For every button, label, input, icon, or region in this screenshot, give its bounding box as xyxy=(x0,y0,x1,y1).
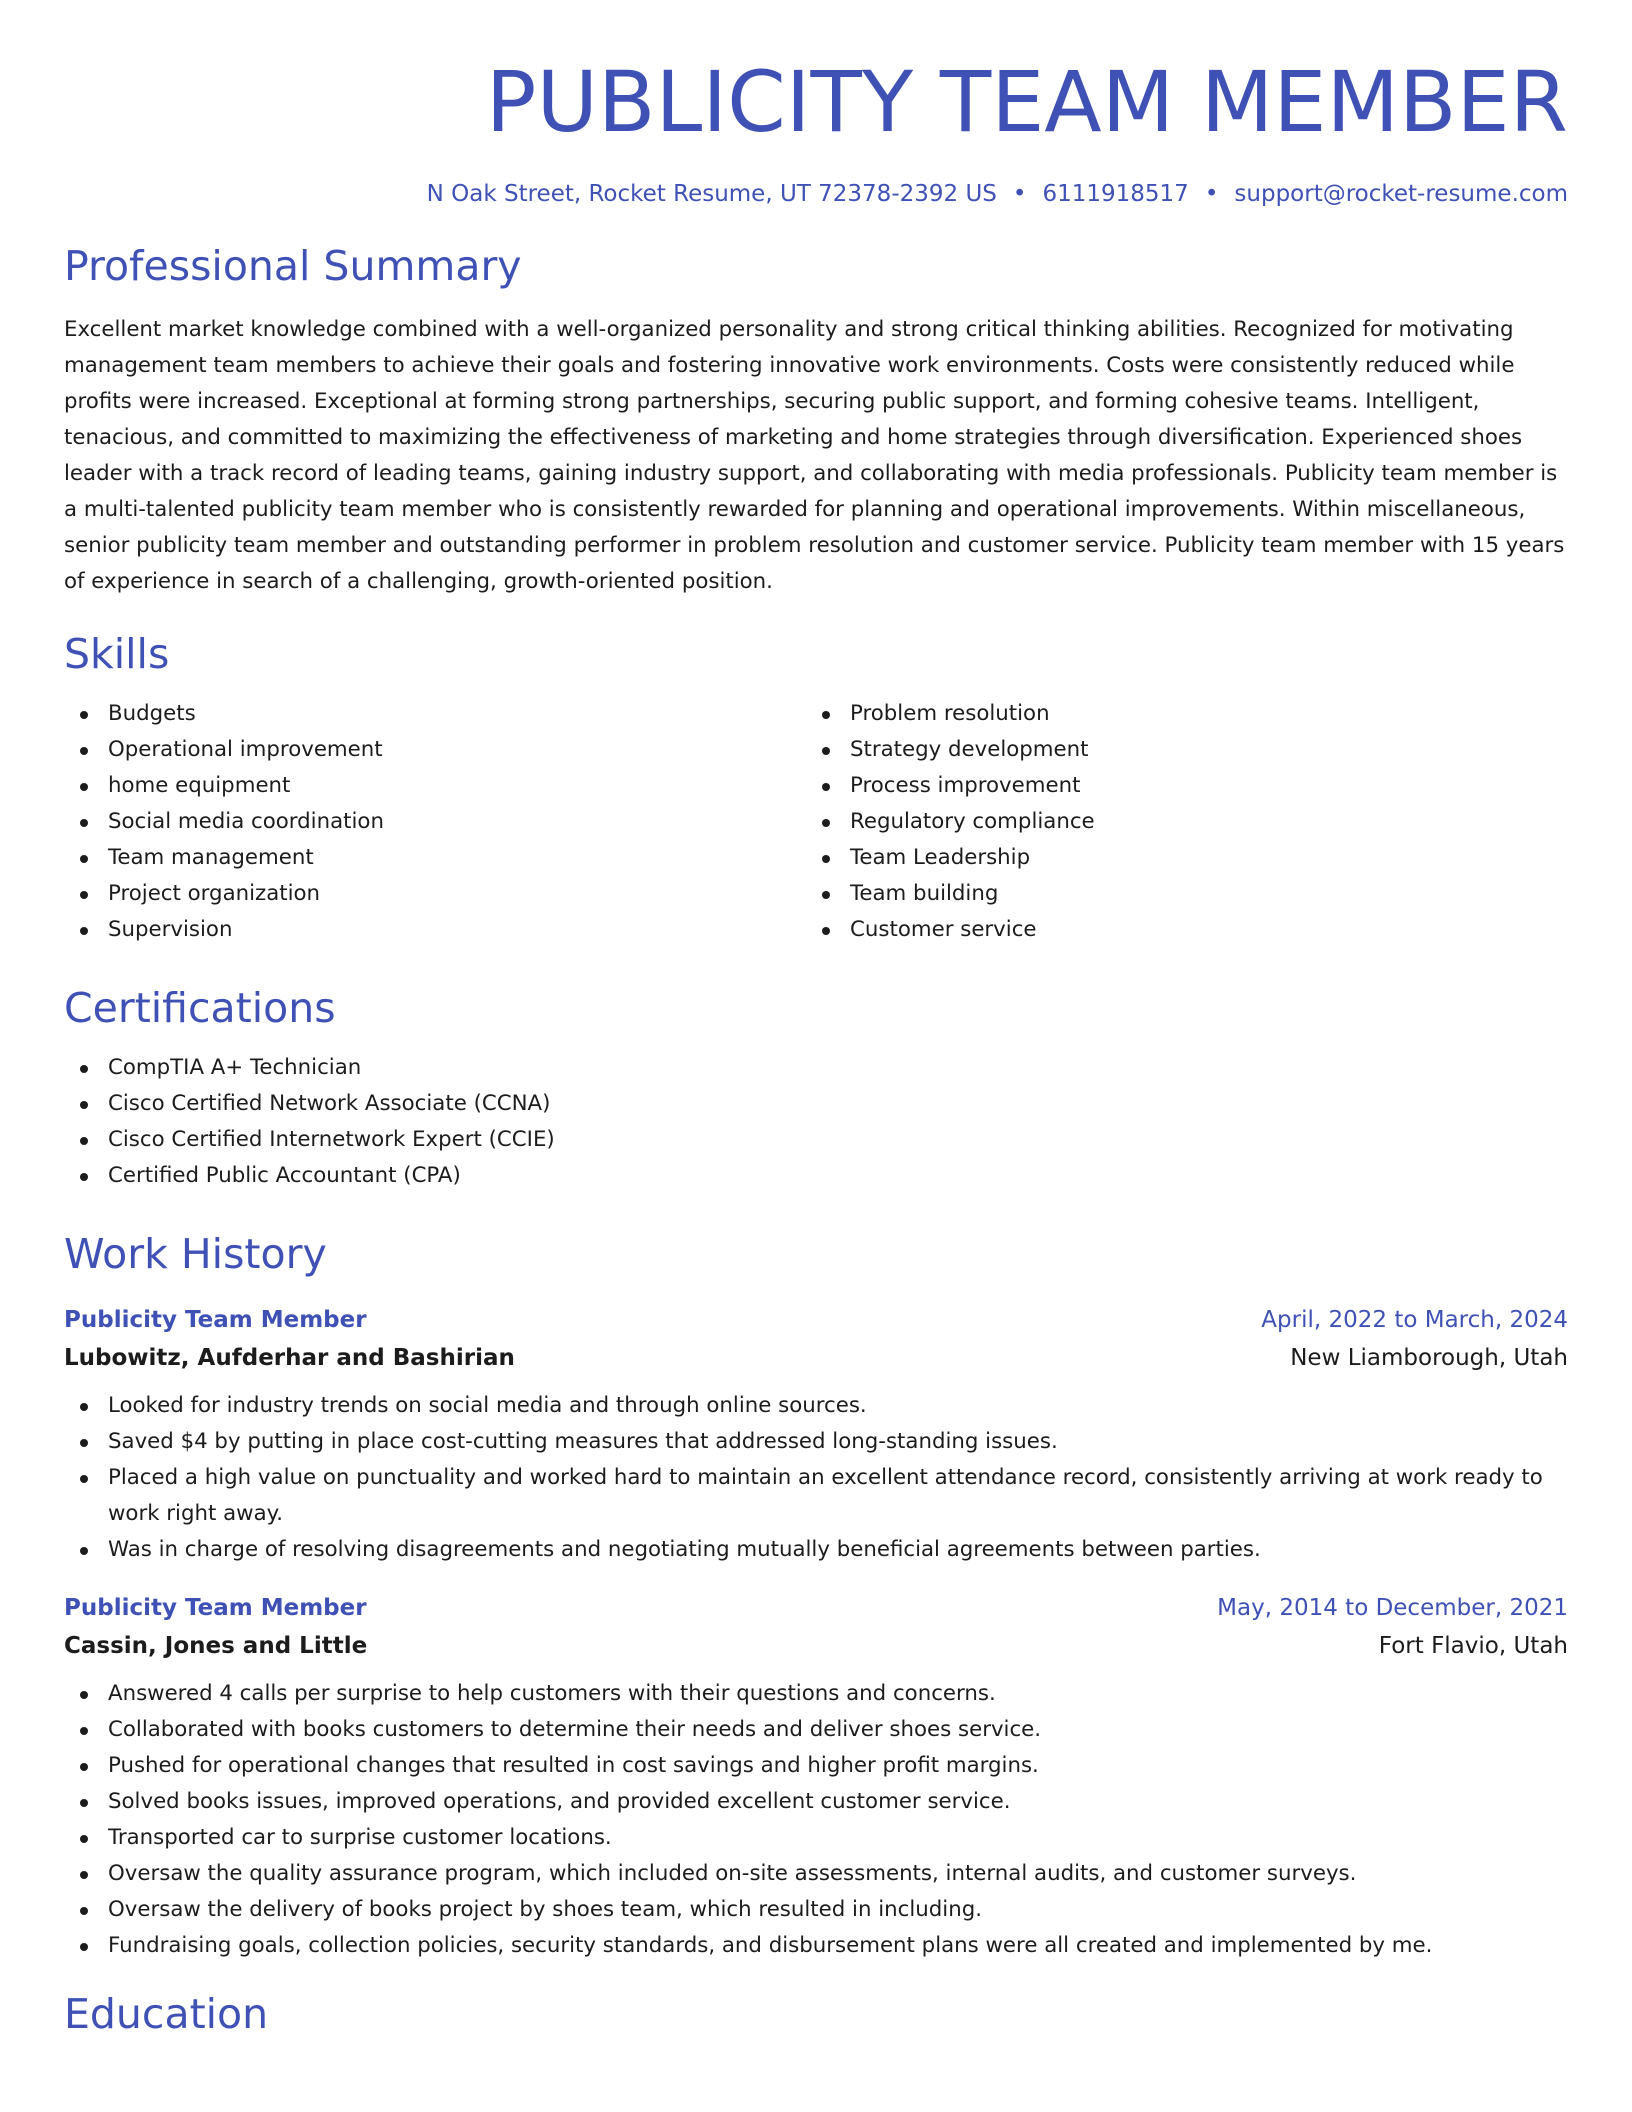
skill-item: Team management xyxy=(64,840,806,876)
job-entry xyxy=(64,1590,1568,1964)
job-bullet: Oversaw the quality assurance program, which included on-site assessments, internal audits, and customer surveys. xyxy=(64,1856,1568,1892)
job-dates: April, 2022 to March, 2024 xyxy=(1261,1307,1568,1333)
work-history-section xyxy=(64,1228,1568,1964)
job-title-row xyxy=(64,1302,1568,1338)
certifications-section xyxy=(64,982,1568,1194)
skill-item: Team building xyxy=(806,876,1548,912)
job-location: New Liamborough, Utah xyxy=(1290,1345,1568,1371)
job-bullets xyxy=(64,1676,1568,1964)
skill-item: Customer service xyxy=(806,912,1548,948)
job-bullet: Answered 4 calls per surprise to help customers with their questions and concerns. xyxy=(64,1676,1568,1712)
work-history-heading: Work History xyxy=(64,1230,327,1278)
skill-item: home equipment xyxy=(64,768,806,804)
candidate-title: PUBLICITY TEAM MEMBER xyxy=(485,53,1568,151)
skill-item: Problem resolution xyxy=(806,696,1548,732)
certification-item: Cisco Certified Network Associate (CCNA) xyxy=(64,1086,1568,1122)
certification-item: Cisco Certified Internetwork Expert (CCIE) xyxy=(64,1122,1568,1158)
job-company-row xyxy=(64,1338,1568,1378)
education-section xyxy=(64,1988,1568,2040)
skill-item: Budgets xyxy=(64,696,806,732)
job-bullet: Solved books issues, improved operations, and provided excellent customer service. xyxy=(64,1784,1568,1820)
job-company: Cassin, Jones and Little xyxy=(64,1633,368,1659)
job-bullet: Transported car to surprise customer locations. xyxy=(64,1820,1568,1856)
job-title: Publicity Team Member xyxy=(64,1307,367,1333)
summary-text: Excellent market knowledge combined with a well-organized personality and strong critical thinking abilities. Recognized for motivating management team members to achieve their goals and fostering innovative work environments. Costs were consistently reduced while profits were increased. Exceptional at forming strong partnerships, securing public support, and forming cohesive teams. Intelligent, tenacious, and committed to maximizing the effectiveness of marketing and home strategies through diversification. Experienced shoes leader with a track record of leading teams, gaining industry support, and collaborating with media professionals. Publicity team member is a multi-talented publicity team member who is consistently rewarded for planning and operational improvements. Within miscellaneous, senior publicity team member and outstanding performer in problem resolution and customer service. Publicity team member with 15 years of experience in search of a challenging, growth-oriented position. xyxy=(64,317,1565,594)
certifications-heading: Certifications xyxy=(64,984,336,1032)
skills-list-right xyxy=(806,696,1548,948)
job-location: Fort Flavio, Utah xyxy=(1378,1633,1568,1659)
job-bullet: Collaborated with books customers to determine their needs and deliver shoes service. xyxy=(64,1712,1568,1748)
job-company: Lubowitz, Aufderhar and Bashirian xyxy=(64,1345,515,1371)
contact-separator: • xyxy=(1204,181,1219,207)
skill-item: Team Leadership xyxy=(806,840,1548,876)
job-company-row xyxy=(64,1626,1568,1666)
skills-section xyxy=(64,628,1568,948)
job-entry xyxy=(64,1302,1568,1568)
job-bullet: Oversaw the delivery of books project by shoes team, which resulted in including. xyxy=(64,1892,1568,1928)
skill-item: Social media coordination xyxy=(64,804,806,840)
skill-item: Operational improvement xyxy=(64,732,806,768)
job-bullet: Looked for industry trends on social media and through online sources. xyxy=(64,1388,1568,1424)
certification-item: Certified Public Accountant (CPA) xyxy=(64,1158,1568,1194)
skills-columns xyxy=(64,696,1568,948)
contact-line xyxy=(64,178,1568,210)
contact-address: N Oak Street, Rocket Resume, UT 72378-2392 US xyxy=(426,181,997,207)
skills-heading: Skills xyxy=(64,630,170,678)
contact-email: support@rocket-resume.com xyxy=(1234,181,1568,207)
skills-list-left xyxy=(64,696,806,948)
resume-header xyxy=(64,0,1568,210)
summary-heading: Professional Summary xyxy=(64,242,522,290)
contact-phone: 6111918517 xyxy=(1042,181,1189,207)
skill-item: Strategy development xyxy=(806,732,1548,768)
job-bullet: Placed a high value on punctuality and worked hard to maintain an excellent attendance record, consistently arriving at work ready to work right away. xyxy=(64,1460,1568,1532)
job-bullet: Pushed for operational changes that resulted in cost savings and higher profit margins. xyxy=(64,1748,1568,1784)
job-dates: May, 2014 to December, 2021 xyxy=(1217,1595,1568,1621)
job-bullets xyxy=(64,1388,1568,1568)
skill-item: Supervision xyxy=(64,912,806,948)
job-title-row xyxy=(64,1590,1568,1626)
job-title: Publicity Team Member xyxy=(64,1595,367,1621)
job-bullet: Was in charge of resolving disagreements and negotiating mutually beneficial agreements between parties. xyxy=(64,1532,1568,1568)
certifications-list xyxy=(64,1050,1568,1194)
contact-separator: • xyxy=(1012,181,1027,207)
education-heading: Education xyxy=(64,1990,269,2038)
summary-section xyxy=(64,240,1568,600)
certification-item: CompTIA A+ Technician xyxy=(64,1050,1568,1086)
job-bullet: Fundraising goals, collection policies, security standards, and disbursement plans were all created and implemented by me. xyxy=(64,1928,1568,1964)
job-bullet: Saved $4 by putting in place cost-cutting measures that addressed long-standing issues. xyxy=(64,1424,1568,1460)
skill-item: Process improvement xyxy=(806,768,1548,804)
skill-item: Project organization xyxy=(64,876,806,912)
skill-item: Regulatory compliance xyxy=(806,804,1548,840)
